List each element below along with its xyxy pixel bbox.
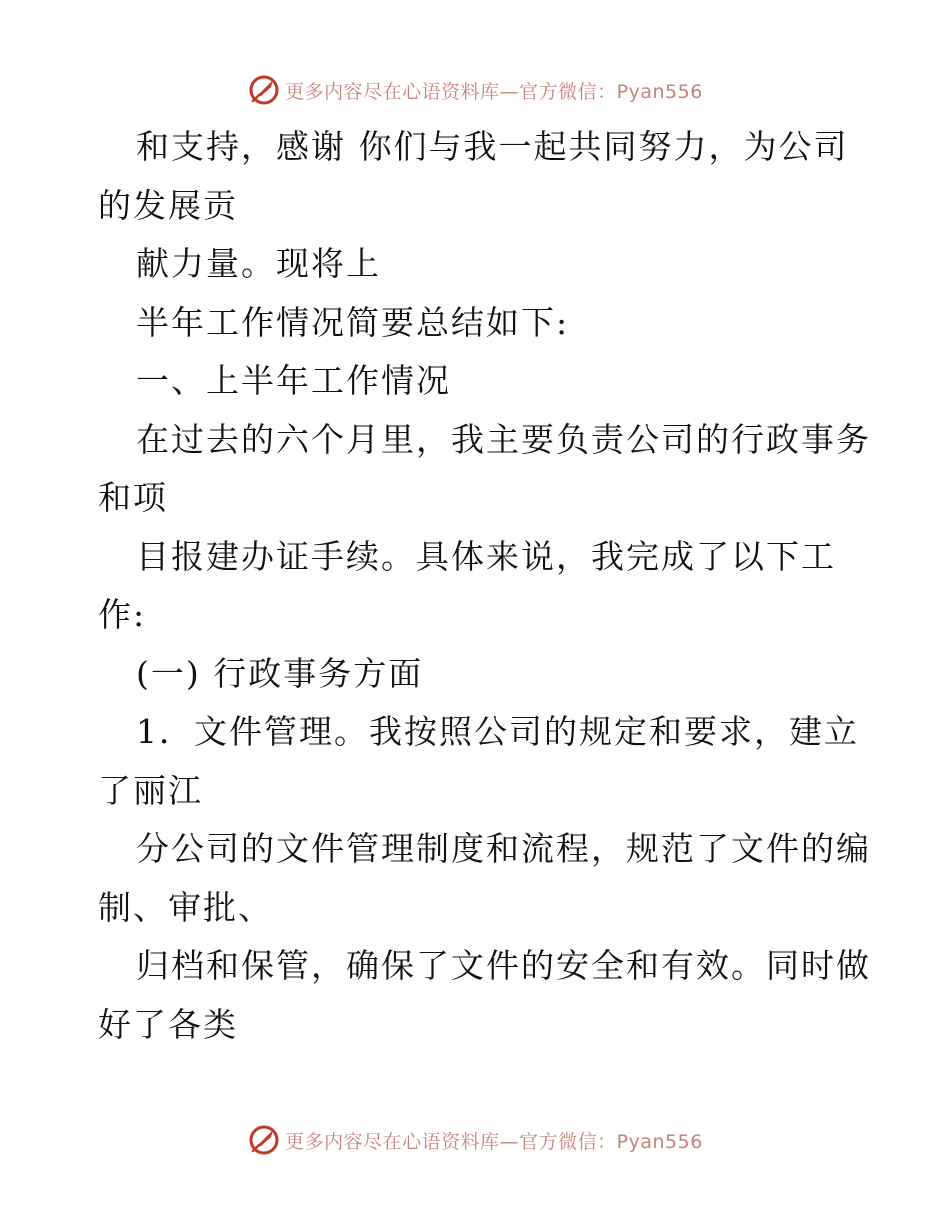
- subsection-heading: (一) 行政事务方面: [136, 653, 424, 693]
- header-banner: [0, 70, 950, 110]
- quill-logo-icon: [247, 73, 281, 107]
- body-line: 和项: [98, 478, 168, 517]
- body-line: 半年工作情况简要总结如下:: [136, 302, 570, 342]
- footer-banner-text: 更多内容尽在心语资料库—官方微信：Pyan556: [285, 1130, 703, 1153]
- body-line: 1．文件管理。我按照公司的规定和要求，建立: [136, 712, 859, 751]
- body-line: 献力量。现将上: [136, 244, 381, 283]
- body-line: 好了各类: [98, 1004, 238, 1044]
- document-body: [98, 118, 871, 1054]
- body-line: 归档和保管，确保了文件的安全和有效。同时做: [136, 946, 871, 985]
- body-line: 的发展贡: [98, 185, 238, 225]
- quill-logo-icon: [247, 1123, 281, 1157]
- body-line: 在过去的六个月里，我主要负责公司的行政事务: [136, 419, 871, 459]
- body-line: 了丽江: [98, 770, 203, 810]
- footer-banner: [0, 1120, 950, 1160]
- header-banner-text: 更多内容尽在心语资料库—官方微信：Pyan556: [285, 80, 703, 103]
- body-line: 分公司的文件管理制度和流程，规范了文件的编: [136, 829, 871, 868]
- body-line: 作:: [98, 595, 147, 634]
- body-line: 和支持，感谢 你们与我一起共同努力，为公司: [136, 127, 849, 166]
- body-line: 制、审批、: [98, 887, 273, 927]
- body-line: 目报建办证手续。具体来说，我完成了以下工: [136, 536, 836, 576]
- section-heading: 一、上半年工作情况: [136, 361, 451, 400]
